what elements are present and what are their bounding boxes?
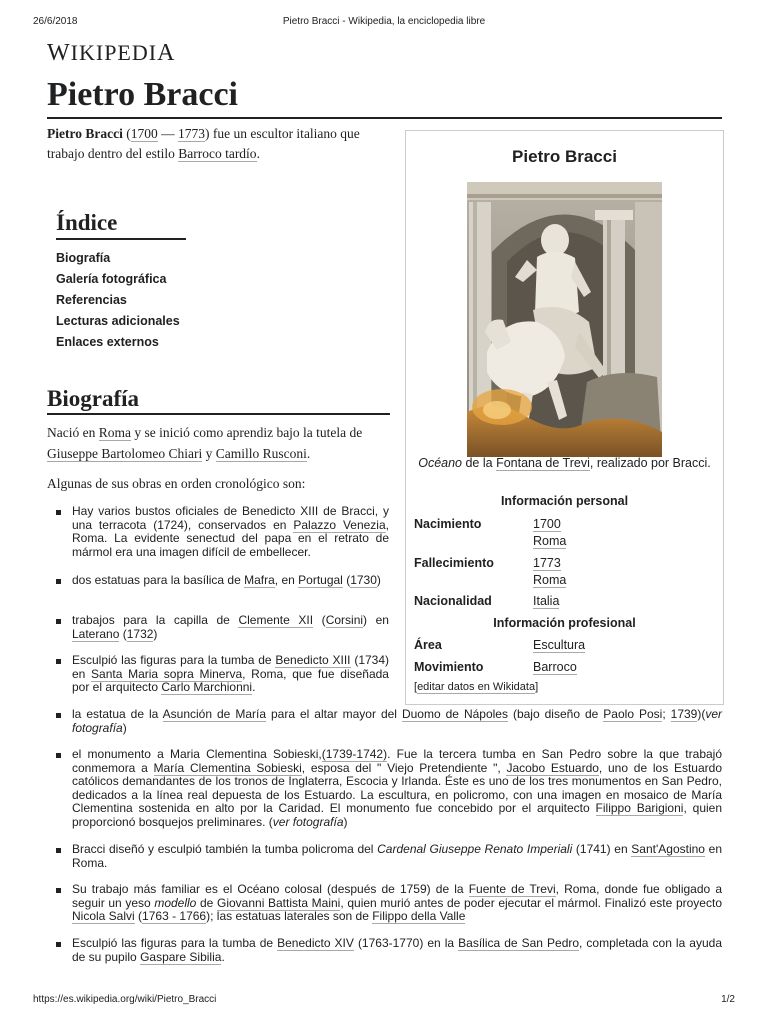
infobox-value-nacionalidad: Italia bbox=[533, 594, 560, 608]
print-date: 26/6/2018 bbox=[33, 16, 78, 27]
list-item: Bracci diseñó y esculpió también la tumba policroma del Cardenal Giuseppe Renato Imperiali (1741) en Sant'Agostino en Roma. bbox=[72, 842, 722, 870]
infobox-caption: Océano de la Fontana de Trevi, realizado por Bracci. bbox=[418, 456, 711, 470]
infobox-label-area: Área bbox=[414, 638, 442, 652]
table-of-contents bbox=[56, 210, 186, 353]
work-link[interactable]: 1732 bbox=[126, 626, 154, 641]
death-year-link[interactable]: 1773 bbox=[177, 126, 205, 141]
biografia-paragraph: Nació en Roma y se inició como aprendiz bajo la tutela de Giuseppe Bartolomeo Chiari y Camillo Rusconi. bbox=[47, 425, 363, 461]
work-link[interactable]: Filippo Barigioni bbox=[595, 801, 684, 816]
work-link[interactable]: Basílica de San Pedro bbox=[458, 936, 580, 950]
list-item: Esculpió las figuras para la tumba de Benedicto XIV (1763-1770) en la Basílica de San Pedro, completada con la ayuda de su pupilo Gaspare Sibilia. bbox=[72, 936, 722, 964]
work-link[interactable]: 1739 bbox=[670, 707, 698, 721]
work-link[interactable]: 1763 - 1766 bbox=[142, 909, 207, 924]
work-link[interactable]: 1730 bbox=[350, 573, 377, 587]
infobox-title: Pietro Bracci bbox=[512, 147, 617, 166]
lead-paragraph: Pietro Bracci (1700 — 1773) fue un escultor italiano que trabajo dentro del estilo Barroco tardío. bbox=[47, 126, 360, 161]
list-item: Esculpió las figuras para la tumba de Benedicto XIII (1734) en Santa Maria sopra Minerva, Roma, que fue diseñada por el arquitecto Carlo Marchionni. bbox=[72, 653, 390, 695]
infobox-value-fallecimiento: 1773 Roma bbox=[533, 556, 567, 587]
list-item: Hay varios bustos oficiales de Benedicto XIII de Bracci, y una terracota (1724), conservados en Palazzo Venezia, Roma. La evidente senectud del papa en el retrato de mármol era una imagen difícil de embellecer. bbox=[72, 504, 389, 559]
edit-wikidata-link[interactable]: editar datos en Wikidata bbox=[417, 681, 536, 693]
infobox-label-movimiento: Movimiento bbox=[414, 660, 484, 674]
work-link[interactable]: Sant'Agostino bbox=[631, 842, 705, 856]
work-link[interactable]: Carlo Marchionni bbox=[161, 680, 253, 695]
work-link[interactable]: María Clementina Sobieski bbox=[153, 760, 302, 775]
list-item: Su trabajo más familiar es el Océano colosal (después de 1759) de la Fuente de Trevi, Roma, donde fue obligado a seguir un yeso modello de Giovanni Battista Maini, quien murió antes de poder ejecutar el mármol. Finalizó este proyecto Nicola Salvi (1763 - 1766); las estatuas laterales son de Filippo della Valle bbox=[72, 882, 722, 924]
work-link[interactable]: Jacobo Estuardo bbox=[506, 760, 599, 775]
print-page-number: 1/2 bbox=[721, 994, 735, 1005]
baroque-link[interactable]: Barroco tardío bbox=[178, 146, 257, 161]
work-link[interactable]: Asunción de María bbox=[162, 707, 267, 721]
infobox-image[interactable] bbox=[467, 182, 662, 457]
edit-wikidata: [editar datos en Wikidata] bbox=[414, 681, 539, 693]
print-url: https://es.wikipedia.org/wiki/Pietro_Bracci bbox=[33, 994, 217, 1005]
list-item: dos estatuas para la basílica de Mafra, en Portugal (1730) bbox=[72, 574, 389, 588]
section-heading-biografia: Biografía bbox=[47, 386, 390, 415]
work-link[interactable]: Duomo de Nápoles bbox=[401, 707, 508, 721]
chiari-link[interactable]: Giuseppe Bartolomeo Chiari bbox=[47, 446, 203, 461]
works-intro: Algunas de sus obras en orden cronológico son: bbox=[47, 476, 306, 491]
work-link[interactable]: Corsini bbox=[325, 613, 364, 627]
toc-item-biografia[interactable]: Biografía bbox=[56, 251, 111, 265]
print-footer bbox=[33, 994, 735, 1005]
infobox-value-movimiento: Barroco bbox=[533, 660, 577, 674]
toc-item-galeria[interactable]: Galería fotográfica bbox=[56, 272, 167, 286]
wikipedia-wordmark[interactable]: WIKIPEDIA bbox=[47, 40, 176, 66]
toc-heading: Índice bbox=[56, 210, 186, 240]
infobox-label-fallecimiento: Fallecimiento bbox=[414, 556, 494, 570]
work-link[interactable]: Gaspare Sibilia bbox=[140, 949, 222, 964]
work-link[interactable]: Mafra bbox=[244, 573, 275, 587]
infobox-header-personal: Información personal bbox=[500, 494, 629, 508]
infobox-value-area: Escultura bbox=[533, 638, 586, 652]
page-title: Pietro Bracci bbox=[47, 76, 239, 113]
infobox-header-professional: Información profesional bbox=[493, 616, 636, 630]
work-link[interactable]: Santa Maria sopra Minerva bbox=[91, 666, 243, 681]
toc-item-lecturas[interactable]: Lecturas adicionales bbox=[56, 314, 180, 328]
work-link[interactable]: Filippo della Valle bbox=[372, 909, 466, 924]
infobox-value-nacimiento: 1700 Roma bbox=[533, 517, 567, 548]
work-link[interactable]: Laterano bbox=[72, 626, 120, 641]
toc-item-enlaces[interactable]: Enlaces externos bbox=[56, 335, 159, 349]
birth-year-link[interactable]: 1700 bbox=[130, 126, 158, 141]
work-link[interactable]: (1739-1742) bbox=[321, 747, 388, 761]
list-item: trabajos para la capilla de Clemente XII (Corsini) en Laterano (1732) bbox=[72, 613, 389, 641]
work-link[interactable]: Nicola Salvi bbox=[72, 909, 135, 924]
work-link[interactable]: Paolo Posi bbox=[603, 707, 663, 721]
list-item: el monumento a Maria Clementina Sobieski,(1739-1742). Fue la tercera tumba en San Pedro sobre la que trabajó conmemora a María Clementina Sobieski, esposa del " Viejo Pretendiente ", Jacobo Estuardo, uno de los Estuardo católicos demandantes de los tronos de Inglaterra, Escocia y Irlanda. Éste es uno de los tres monumentos en San Pedro, dedicados a la línea real depuesta de los Estuardo. La escultura, en policromo, con una imagen en mosaico de María Clementina sostenida en alto por la Caridad. El monumento fue concebido por el arquitecto Filippo Barigioni, quien proporcionó bosquejos preliminares. (ver fotografía) bbox=[72, 747, 723, 829]
infobox-label-nacimiento: Nacimiento bbox=[414, 517, 482, 531]
title-divider bbox=[47, 117, 722, 119]
work-link[interactable]: Clemente XII bbox=[238, 613, 314, 627]
work-link[interactable]: Benedicto XIV bbox=[277, 936, 354, 950]
print-page-title: Pietro Bracci - Wikipedia, la enciclopedia libre bbox=[282, 16, 486, 27]
work-link[interactable]: Benedicto XIII bbox=[275, 653, 351, 667]
trevi-link[interactable]: Fontana de Trevi bbox=[496, 456, 590, 470]
work-link[interactable]: Giovanni Battista Maini bbox=[217, 895, 341, 910]
list-item: la estatua de la Asunción de María para el altar mayor del Duomo de Nápoles (bajo diseño de Paolo Posi; 1739)(ver fotografía) bbox=[72, 707, 723, 735]
roma-link[interactable]: Roma bbox=[98, 425, 131, 440]
infobox bbox=[405, 130, 724, 705]
work-link[interactable]: Fuente de Trevi bbox=[468, 882, 556, 896]
toc-item-referencias[interactable]: Referencias bbox=[56, 293, 127, 307]
work-link[interactable]: Portugal bbox=[298, 573, 343, 587]
work-link[interactable]: Palazzo Venezia bbox=[293, 517, 386, 532]
rusconi-link[interactable]: Camillo Rusconi bbox=[215, 446, 307, 461]
infobox-label-nacionalidad: Nacionalidad bbox=[414, 594, 492, 608]
